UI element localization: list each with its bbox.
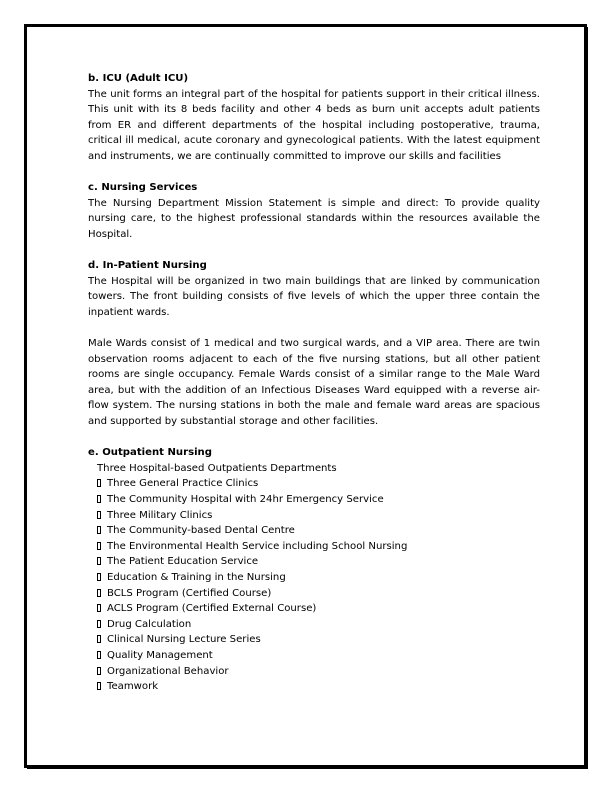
list-item	[97, 586, 540, 602]
bullet-box-icon	[97, 604, 101, 612]
bullet-box-icon	[97, 589, 101, 597]
section-nursing-services	[88, 180, 540, 242]
list-item-label: Clinical Nursing Lecture Series	[107, 634, 261, 646]
bullet-box-icon	[97, 495, 101, 503]
section-body-icu: The unit forms an integral part of the hospital for patients support in their critical illness. This unit with its 8 beds facility and other 4 beds as burn unit accepts adult patients from ER and different departments of the hospital including postoperative, trauma, critical ill medical, acute coronary and gynecological patients. With the latest equipment and instruments, we are continually committed to improve our skills and facilities	[88, 88, 540, 162]
list-item	[97, 476, 540, 492]
section-body-inpatient-1: The Hospital will be organized in two main buildings that are linked by communication towers. The front building consists of five levels of which the upper three contain the inpatient wards.	[88, 275, 540, 318]
bullet-box-icon	[97, 557, 101, 565]
outpatient-list	[88, 476, 540, 694]
list-item	[97, 648, 540, 664]
list-item-label: The Community Hospital with 24hr Emergency Service	[107, 494, 384, 506]
bullet-box-icon	[97, 651, 101, 659]
list-item-label: BCLS Program (Certified Course)	[107, 587, 272, 599]
section-body-inpatient-2: Male Wards consist of 1 medical and two surgical wards, and a VIP area. There are twin observation rooms adjacent to each of the five nursing stations, but all other patient rooms are single occupancy. Female Wards consist of a similar range to the Male Ward area, but with the addition of an Infectious Diseases Ward equipped with a reverse air- flow system. The nursing stations in both the male and female ward areas are spacious and supported by substantial storage and other facilities.	[88, 338, 540, 428]
list-item-label: Education & Training in the Nursing	[107, 572, 286, 583]
document-body	[88, 71, 540, 710]
list-item	[97, 554, 540, 570]
list-item-label: ACLS Program (Certified External Course)	[107, 603, 317, 615]
bullet-box-icon	[97, 620, 101, 628]
list-item-label: Drug Calculation	[107, 618, 192, 630]
list-item	[97, 632, 540, 648]
section-heading-inpatient: d. In-Patient Nursing	[88, 260, 207, 272]
section-inpatient	[88, 258, 540, 430]
section-heading-icu: b. ICU (Adult ICU)	[88, 73, 189, 84]
list-item-label: Organizational Behavior	[107, 665, 229, 677]
section-body-nursing-services: The Nursing Department Mission Statement is simple and direct: To provide quality nursing care, to the highest professional standards within the resources available the Hospital.	[88, 197, 540, 240]
section-heading-outpatient: e. Outpatient Nursing	[88, 447, 212, 459]
section-heading-nursing-services: c. Nursing Services	[88, 182, 198, 194]
list-item-label: The Community-based Dental Centre	[107, 525, 295, 537]
list-item	[97, 492, 540, 508]
outpatient-intro: Three Hospital-based Outpatients Departments	[97, 462, 337, 474]
bullet-box-icon	[97, 479, 101, 487]
list-item-label: Three General Practice Clinics	[107, 478, 259, 490]
list-item	[97, 664, 540, 680]
list-item	[97, 617, 540, 633]
bullet-box-icon	[97, 667, 101, 675]
section-icu	[88, 71, 540, 165]
list-item	[97, 539, 540, 555]
list-item	[97, 523, 540, 539]
list-item	[97, 570, 540, 586]
list-item	[97, 601, 540, 617]
list-item	[97, 679, 540, 695]
bullet-box-icon	[97, 635, 101, 643]
list-item-label: The Environmental Health Service including School Nursing	[107, 540, 408, 552]
bullet-box-icon	[97, 573, 101, 581]
bullet-box-icon	[97, 511, 101, 519]
list-item-label: The Patient Education Service	[107, 556, 259, 568]
bullet-box-icon	[97, 682, 101, 690]
list-item-label: Quality Management	[107, 649, 213, 661]
bullet-box-icon	[97, 526, 101, 534]
list-item	[97, 508, 540, 524]
section-outpatient	[88, 445, 540, 695]
list-item-label: Three Military Clinics	[107, 509, 213, 521]
list-item-label: Teamwork	[107, 681, 159, 693]
bullet-box-icon	[97, 542, 101, 550]
